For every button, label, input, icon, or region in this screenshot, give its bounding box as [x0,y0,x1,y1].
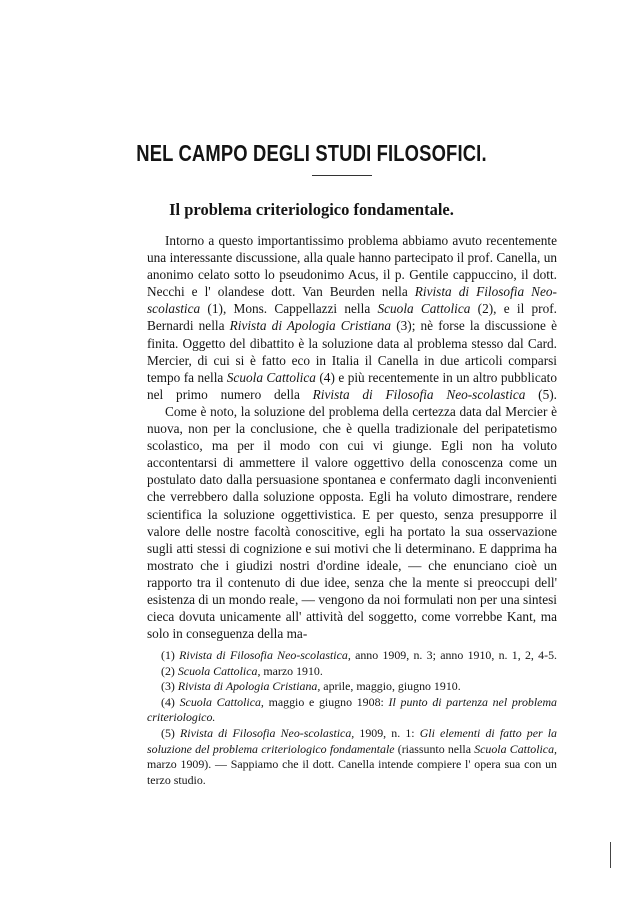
p1-text: (3); nè forse la discussione è finita. Oggetto del dibattito è la soluzione data al problema stesso dal Card. Mercier, di cui si è fatto eco in Italia il Canella in due articoli comparsi tempo fa nella [147,318,557,385]
footnote-number: (2) [161,663,178,678]
paragraph-2: Come è noto, la soluzione del problema della certezza data dal Mercier è nuova, non per la conclusione, che è quella tradizionale del peripatetismo scolastico, ma per il modo con cui vi giunge. Egli non ha voluto accontentarsi di ammettere il valore oggettivo della conoscenza come un postulato dato dalla persuasione spontanea e confermato dagli inconvenienti che verrebbero dalla soluzione opposta. Egli ha voluto dimostrare, rendere scientifica la soluzione oggettivistica. E per questo, senza presupporre il valore delle nostre facoltà conoscitive, egli ha portato la sua osservazione sugli atti stessi di cognizione e sui motivi che li determinano. E dapprima ha mostrato che i giudizi nostri d'ordine ideale, — che enunciano cioè un rapporto tra il contenuto di due idee, senza che la mente si preoccupi dell' esistenza di un mondo reale, — vengono da noi formulati non per una sintesi cieca dovuta unicamente all' attività del soggetto, come vorrebbe Kant, ma solo in conseguenza della ma- [147,403,557,642]
p1-text: (2), e il prof. Bernardi nella [147,301,557,334]
footnote-text: aprile, maggio, giugno 1910. [320,679,461,694]
footnote-source: Rivista di Filosofia Neo-scolastica, [180,725,355,740]
p1-ref-rivista: Rivista di Filosofia Neo-scolastica [147,284,557,317]
p1-text: (5). [525,386,558,402]
footnote-title: Il punto di partenza nel problema criteriologico. [147,694,557,725]
heading-rule [312,175,372,176]
p1-ref-rivista: Rivista di Filosofia Neo-scolastica [312,386,526,402]
footnote-text: anno 1909, n. 3; anno 1910, n. 1, 2, 4-5. [350,648,557,662]
footnote-5 [147,726,557,788]
footnote-text: marzo 1909). — Sappiamo che il dott. Canella intende compiere l' opera sua con un terzo studio. [147,757,557,787]
footnote-number: (3) [161,679,178,694]
p1-ref-scuola: Scuola Cattolica [377,301,471,317]
article-title: Il problema criteriologico fondamentale. [169,200,454,219]
p1-ref-apologia: Rivista di Apologia Cristiana [229,318,392,334]
footnote-4 [147,695,557,726]
footnotes [147,648,557,788]
footnote-3 [147,679,557,695]
footnote-number: (5) [161,725,180,740]
footnote-text: (riassunto nella [394,741,475,756]
footnote-source: Scuola Cattolica, [179,694,264,709]
p1-text: Intorno a questo importantissimo problema abbiamo avuto recentemente una interessante discussione, alla quale hanno partecipato il prof. Canella, un anonimo celato sotto lo pseudonimo Acus, il p. Gentile cappuccino, il dott. Necchi e l' olandese dott. Van Beurden nella [147,233,557,300]
footnote-source: Rivista di Filosofia Neo-scolastica, [179,648,351,662]
footnote-source: Rivista di Apologia Cristiana, [177,679,321,694]
footnote-text: maggio e giugno 1908: [263,694,389,709]
footnote-title: Gli elementi di fatto per la soluzione del problema criteriologico fondamentale [147,725,558,756]
footnote-source: Scuola Cattolica, [474,741,557,756]
p1-text: (1), Mons. Cappellazzi nella [200,301,378,317]
footnote-number: (4) [161,694,180,709]
footnote-source: Scuola Cattolica, [177,663,261,678]
footnote-text: marzo 1910. [260,663,323,678]
footnote-number: (1) [161,648,180,662]
section-heading: NEL CAMPO DEGLI STUDI FILOSOFICI. [136,140,487,166]
footnote-1 [147,648,557,664]
paragraph-1 [147,232,557,403]
article-body [147,232,557,642]
p1-ref-scuola: Scuola Cattolica [226,369,316,385]
footnote-text: 1909, n. 1: [354,725,420,740]
p1-text: (4) e più recentemente in un altro pubblicato nel primo numero della [147,369,557,402]
scan-edge-mark [610,842,611,868]
footnote-2 [147,664,557,680]
